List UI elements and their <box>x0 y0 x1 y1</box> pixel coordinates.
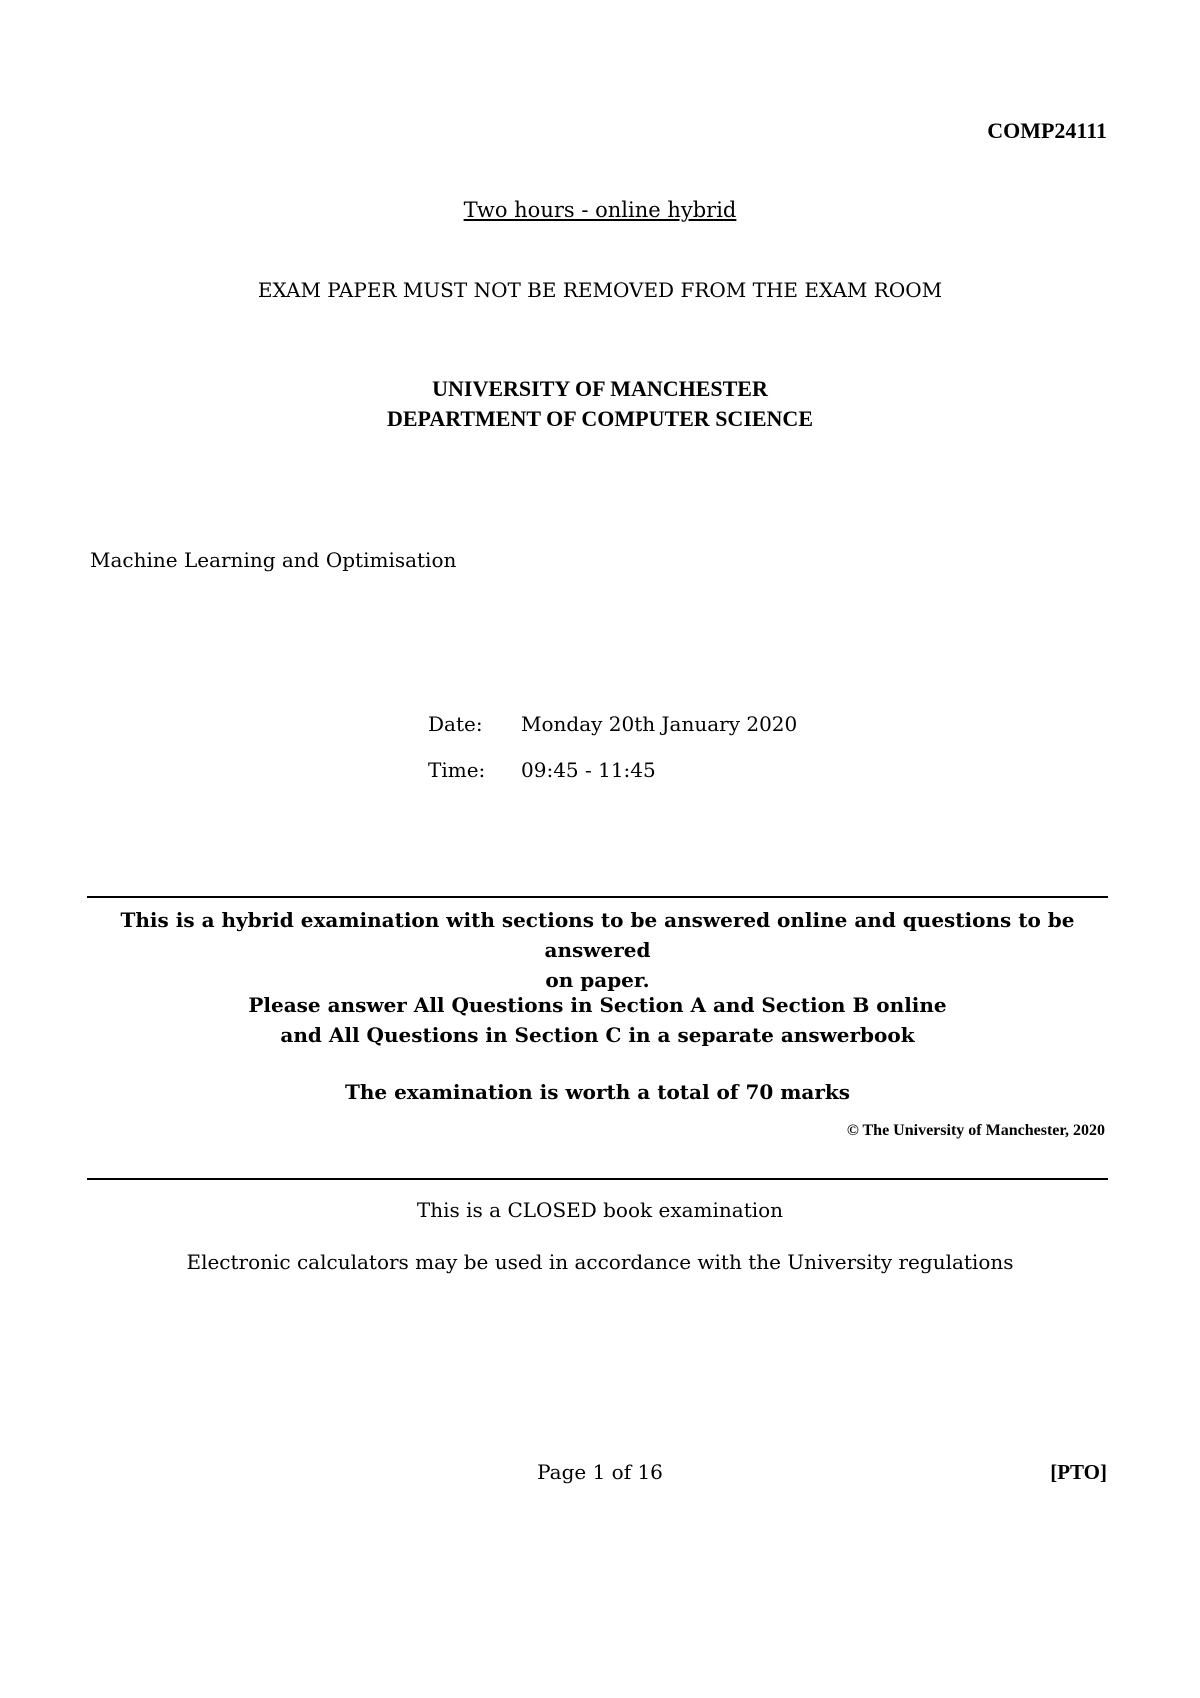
exam-duration: Two hours - online hybrid <box>463 198 737 222</box>
course-title: Machine Learning and Optimisation <box>90 548 457 572</box>
date-value: Monday 20th January 2020 <box>521 712 798 736</box>
department-name: DEPARTMENT OF COMPUTER SCIENCE <box>386 406 813 431</box>
bottom-divider <box>87 1178 1108 1180</box>
time-value: 09:45 - 11:45 <box>521 758 656 782</box>
hybrid-instruction-line-1: This is a hybrid examination with sections to be answered online and questions to be answered <box>120 908 1075 962</box>
calculator-notice: Electronic calculators may be used in accordance with the University regulations <box>186 1250 1014 1274</box>
copyright-notice: © The University of Manchester, 2020 <box>846 1122 1105 1139</box>
date-label: Date: <box>428 712 483 736</box>
institution-block <box>0 374 1200 434</box>
hybrid-instruction <box>87 905 1108 995</box>
hybrid-instruction-line-2: on paper. <box>545 968 650 992</box>
university-name: UNIVERSITY OF MANCHESTER <box>432 376 768 401</box>
page-number: Page 1 of 16 <box>537 1460 663 1484</box>
exam-room-notice: EXAM PAPER MUST NOT BE REMOVED FROM THE EXAM ROOM <box>257 278 943 302</box>
time-label: Time: <box>428 758 486 782</box>
top-divider <box>87 896 1108 898</box>
course-code: COMP24111 <box>987 118 1107 143</box>
answer-instruction-line-1: Please answer All Questions in Section A and Section B online <box>248 993 947 1017</box>
closed-book-notice: This is a CLOSED book examination <box>416 1198 784 1222</box>
please-turn-over: [PTO] <box>1050 1460 1107 1484</box>
answer-instruction-line-2: and All Questions in Section C in a separate answerbook <box>280 1023 915 1047</box>
total-marks: The examination is worth a total of 70 marks <box>344 1080 851 1104</box>
answer-instruction <box>87 990 1108 1050</box>
